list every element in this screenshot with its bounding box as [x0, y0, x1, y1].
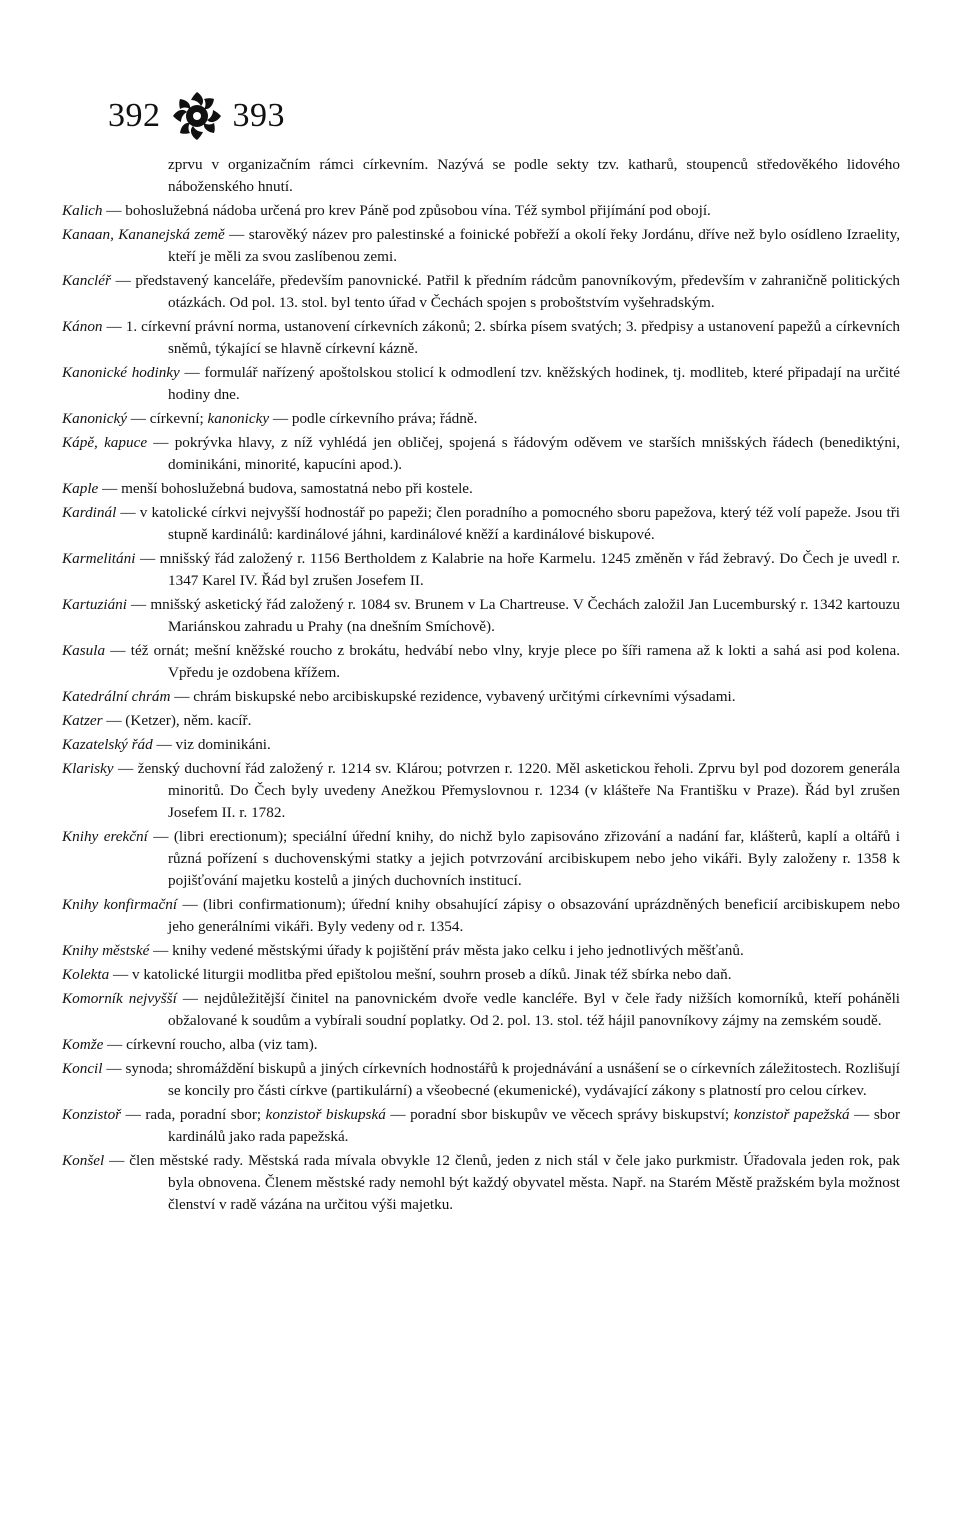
entry-definition: (libri erectionum); speciální úřední knihy, do nichž bylo zapisováno zřizování a nadání far, klášterů, kaplí a oltářů i různá pořízení s duchovenskými statky a jejich potvrzování arcibiskupem nebo jeho vikáři. Byly založeny r. 1358 k pojišťování majetku kostelů a jiných duchovních institucí. — [168, 828, 901, 889]
entry-term: Kardinál — [62, 504, 117, 521]
glossary-entry: Karmelitáni — mnišský řád založený r. 1156 Bertholdem z Kalabrie na hoře Karmelu. 1245 změněn v řád žebravý. Do Čech je uvedl r. 1347 Karel IV. Řád byl zrušen Josefem II. — [62, 550, 900, 589]
entry-term: Karmelitáni — [62, 550, 136, 567]
glossary-body — [62, 154, 900, 1218]
entry-definition: v katolické církvi nejvyšší hodnostář po papeži; člen poradního a pomocného sboru papežova, který též volí papeže. Jsou tři stupně kardinálů: kardinálové jáhni, kardinálové kněží a kardinálové biskupové. — [139, 504, 900, 543]
entry-definition: mnišský asketický řád založený r. 1084 sv. Brunem v La Chartreuse. V Čechách založil Jan Lucemburský r. 1342 kartouzu Mariánskou zahradu u Prahy (na dnešním Smíchově). — [150, 596, 900, 635]
entry-definition: (Ketzer), něm. kacíř. — [125, 712, 252, 729]
entry-definition: též ornát; mešní kněžské roucho z brokátu, hedvábí nebo vlny, kryje plece po šíři ramena až k lokti a sahá asi pod kolena. Vpředu je ozdobena křížem. — [130, 642, 901, 681]
entry-definition: mnišský řád založený r. 1156 Bertholdem z Kalabrie na hoře Karmelu. 1245 změněn v řád žebravý. Do Čech je uvedl r. 1347 Karel IV. Řád byl zrušen Josefem II. — [159, 550, 900, 589]
glossary-entry: Kardinál — v katolické církvi nejvyšší hodnostář po papeži; člen poradního a pomocného sboru papežova, který též volí papeže. Jsou tři stupně kardinálů: kardinálové jáhni, kardinálové kněží a kardinálové biskupové. — [62, 504, 900, 543]
entry-definition: poradní sbor biskupův ve věcech správy biskupství; — [410, 1106, 734, 1123]
entry-definition: viz dominikáni. — [175, 736, 271, 753]
entry-definition: ženský duchovní řád založený r. 1214 sv. Klárou; potvrzen r. 1220. Měl asketickou řeholi. Zprvu byl pod dozorem generála minoritů. Do Čech byly uvedeny Anežkou Přemyslovnou r. 1234 (v klášteře Na Františku v Praze). Řád byl zrušen Josefem II. r. 1782. — [137, 760, 900, 821]
page-header — [108, 86, 285, 146]
entry-term: Kasula — [62, 642, 106, 659]
glossary-entry: Kasula — též ornát; mešní kněžské roucho z brokátu, hedvábí nebo vlny, kryje plece po šíři ramena až k lokti a sahá asi pod kolena. Vpředu je ozdobena křížem. — [62, 642, 901, 681]
entry-definition: představený kanceláře, především panovnické. Patřil k předním rádcům panovníkovým, především v zahraničně politických otázkách. Od pol. 13. stol. byl tento úřad v Čechách spojen s proboštstvím vyšehradským. — [135, 272, 900, 311]
glossary-entry: Kanaan, Kananejská země — starověký název pro palestinské a foinické pobřeží a okolí řeky Jordánu, dříve než bylo osídleno Izraelity, kteří je měli za svou zaslíbenou zemi. — [62, 226, 901, 265]
entry-definition: v katolické liturgii modlitba před epištolou mešní, souhrn proseb a díků. Jinak též sbírka nebo daň. — [132, 966, 732, 983]
glossary-entries — [62, 200, 900, 1216]
glossary-entry: Knihy erekční — (libri erectionum); speciální úřední knihy, do nichž bylo zapisováno zřizování a nadání far, klášterů, kaplí a oltářů i různá pořízení s duchovenskými statky a jejich potvrzování arcibiskupem nebo jeho vikáři. Byly založeny r. 1358 k pojišťování majetku kostelů a jiných duchovních institucí. — [62, 828, 901, 889]
glossary-entry: Komorník nejvyšší — nejdůležitější činitel na panovnickém dvoře vedle kancléře. Byl v čele řady nižších komorníků, kteří poháněli obžalované k soudům a vybírali soudní poplatky. Od 2. pol. 13. stol. též hájil panovníkovy zájmy na zemském soudě. — [62, 990, 901, 1029]
glossary-entry: Knihy městské — knihy vedené městskými úřady k pojištění práv města jako celku i jeho jednotlivých měšťanů. — [62, 942, 744, 959]
page-number-right: 393 — [232, 97, 285, 134]
glossary-entry: Kanonické hodinky — formulář nařízený apoštolskou stolicí k odmodlení tzv. kněžských hodinek, tj. modliteb, které připadají na určité hodiny dne. — [62, 364, 901, 403]
entry-term: Klarisky — [62, 760, 114, 777]
glossary-entry: Kanonický — církevní; kanonicky — podle církevního práva; řádně. — [62, 410, 478, 427]
entry-term: Knihy erekční — [62, 828, 148, 845]
glossary-entry: Kazatelský řád — viz dominikáni. — [62, 736, 271, 753]
entry-definition: (libri confirmationum); úřední knihy obsahující zápisy o obsazování uprázdněných beneficií arcibiskupem nebo jeho generálními vikáři. Byly vedeny od r. 1354. — [168, 896, 900, 935]
glossary-entry: Kalich — bohoslužebná nádoba určená pro krev Páně pod způsobou vína. Též symbol přijímání pod obojí. — [62, 202, 711, 219]
entry-term: Knihy městské — [62, 942, 150, 959]
entry-definition: církevní; — [149, 410, 208, 427]
entry-term: Kolekta — [62, 966, 110, 983]
glossary-entry: Kolekta — v katolické liturgii modlitba před epištolou mešní, souhrn proseb a díků. Jinak též sbírka nebo daň. — [62, 966, 732, 983]
entry-definition: formulář nařízený apoštolskou stolicí k odmodlení tzv. kněžských hodinek, tj. modliteb, které připadají na určité hodiny dne. — [168, 364, 901, 403]
entry-term: Komorník nejvyšší — [62, 990, 177, 1007]
entry-definition: nejdůležitější činitel na panovnickém dvoře vedle kancléře. Byl v čele řady nižších komorníků, kteří poháněli obžalované k soudům a vybírali soudní poplatky. Od 2. pol. 13. stol. též hájil panovníkovy zájmy na zemském soudě. — [168, 990, 901, 1029]
entry-term: Kancléř — [62, 272, 111, 289]
entry-term: Konzistoř — [62, 1106, 122, 1123]
entry-definition: pokrývka hlavy, z níž vyhlédá jen obličej, spojená s řádovým oděvem ve starších mnišských řádech (benediktýni, dominikáni, minorité, kapucíni apod.). — [168, 434, 900, 473]
entry-term: Konšel — [62, 1152, 105, 1169]
entry-definition: církevní roucho, alba (viz tam). — [126, 1036, 318, 1053]
entry-definition: podle církevního práva; řádně. — [291, 410, 478, 427]
entry-term: Kaple — [62, 480, 99, 497]
glossary-entry: Konšel — člen městské rady. Městská rada mívala obvykle 12 členů, jeden z nich stál v čele jako purkmistr. Úřadovala jeden rok, pak byla obnovena. Členem městské rady nemohl být každý obyvatel města. Např. na Starém Městě pražském byla možnost členství v radě vázána na určitou výši majetku. — [62, 1152, 900, 1213]
entry-term: Kartuziáni — [62, 596, 127, 613]
entry-term: Katedrální chrám — [62, 688, 171, 705]
entry-definition: 1. církevní právní norma, ustanovení církevních zákonů; 2. sbírka písem svatých; 3. předpisy a ustanovení papežů a církevních sněmů, týkající se hlavně církevní kázně. — [125, 318, 900, 357]
entry-definition: starověký název pro palestinské a foinické pobřeží a okolí řeky Jordánu, dříve než bylo osídleno Izraelity, kteří je měli za svou zaslíbenou zemi. — [168, 226, 901, 265]
entry-definition: synoda; shromáždění biskupů a jiných církevních hodnostářů k projednávání a usnášení se o církevních záležitostech. Rozlišují se koncily pro části církve (partikulární) a všeobecné (ekumenické), vydávající zákony s platností pro celou církev. — [125, 1060, 901, 1099]
glossary-entry: Kánon — 1. církevní právní norma, ustanovení církevních zákonů; 2. sbírka písem svatých; 3. předpisy a ustanovení papežů a církevních sněmů, týkající se hlavně církevní kázně. — [62, 318, 900, 357]
glossary-entry: Klarisky — ženský duchovní řád založený r. 1214 sv. Klárou; potvrzen r. 1220. Měl asketickou řeholi. Zprvu byl pod dozorem generála minoritů. Do Čech byly uvedeny Anežkou Přemyslovnou r. 1234 (v klášteře Na Františku v Praze). Řád byl zrušen Josefem II. r. 1782. — [62, 760, 900, 821]
entry-term: Katzer — [62, 712, 103, 729]
entry-definition: člen městské rady. Městská rada mívala obvykle 12 členů, jeden z nich stál v čele jako purkmistr. Úřadovala jeden rok, pak byla obnovena. Členem městské rady nemohl být každý obyvatel města. Např. na Starém Městě pražském byla možnost členství v radě vázána na určitou výši majetku. — [129, 1152, 900, 1213]
entry-definition: menší bohoslužebná budova, samostatná nebo při kostele. — [121, 480, 473, 497]
glossary-entry: Kaple — menší bohoslužebná budova, samostatná nebo při kostele. — [62, 480, 473, 497]
swirl-ornament-icon — [169, 88, 225, 144]
glossary-entry: Kartuziáni — mnišský asketický řád založený r. 1084 sv. Brunem v La Chartreuse. V Čechách založil Jan Lucemburský r. 1342 kartouzu Mariánskou zahradu u Prahy (na dnešním Smíchově). — [62, 596, 900, 635]
entry-subterm: konzistoř papežská — [733, 1106, 850, 1123]
entry-term: Kazatelský řád — [62, 736, 153, 753]
entry-term: Kalich — [62, 202, 103, 219]
glossary-entry: Koncil — synoda; shromáždění biskupů a jiných církevních hodnostářů k projednávání a usnášení se o církevních záležitostech. Rozlišují se koncily pro části církve (partikulární) a všeobecné (ekumenické), vydávající zákony s platností pro celou církev. — [62, 1060, 901, 1099]
entry-term: Kanonické hodinky — [62, 364, 180, 381]
entry-definition: sbor kardinálů jako rada papežská. — [168, 1106, 901, 1145]
entry-term: Kanonický — [62, 410, 127, 427]
entry-subterm: kanonicky — [207, 410, 270, 427]
glossary-entry: Komže — církevní roucho, alba (viz tam). — [62, 1036, 318, 1053]
entry-term: Kanaan, Kananejská země — [62, 226, 225, 243]
glossary-entry: Kancléř — představený kanceláře, především panovnické. Patřil k předním rádcům panovníkovým, především v zahraničně politických otázkách. Od pol. 13. stol. byl tento úřad v Čechách spojen s proboštstvím vyšehradským. — [62, 272, 900, 311]
glossary-entry: Konzistoř — rada, poradní sbor; konzistoř biskupská — poradní sbor biskupův ve věcech správy biskupství; konzistoř papežská — sbor kardinálů jako rada papežská. — [62, 1106, 901, 1145]
glossary-entry: Katzer — (Ketzer), něm. kacíř. — [62, 712, 252, 729]
continuation-text: zprvu v organizačním rámci církevním. Nazývá se podle sekty tzv. katharů, stoupenců středověkého lidového náboženského hnutí. — [168, 156, 900, 195]
entry-term: Kápě, kapuce — [62, 434, 148, 451]
entry-subterm: konzistoř biskupská — [265, 1106, 386, 1123]
entry-definition: rada, poradní sbor; — [145, 1106, 266, 1123]
page-number-left: 392 — [108, 97, 161, 134]
glossary-entry: Knihy konfirmační — (libri confirmationum); úřední knihy obsahující zápisy o obsazování uprázdněných beneficií arcibiskupem nebo jeho generálními vikáři. Byly vedeny od r. 1354. — [62, 896, 900, 935]
entry-definition: chrám biskupské nebo arcibiskupské rezidence, vybavený určitými církevními výsadami. — [193, 688, 736, 705]
glossary-entry: Katedrální chrám — chrám biskupské nebo arcibiskupské rezidence, vybavený určitými církevními výsadami. — [62, 688, 736, 705]
entry-definition: bohoslužebná nádoba určená pro krev Páně pod způsobou vína. Též symbol přijímání pod obojí. — [125, 202, 711, 219]
entry-term: Koncil — [62, 1060, 103, 1077]
entry-term: Kánon — [62, 318, 103, 335]
entry-definition: knihy vedené městskými úřady k pojištění práv města jako celku i jeho jednotlivých měšťanů. — [172, 942, 744, 959]
glossary-entry: Kápě, kapuce — pokrývka hlavy, z níž vyhlédá jen obličej, spojená s řádovým oděvem ve starších mnišských řádech (benediktýni, dominikáni, minorité, kapucíni apod.). — [62, 434, 900, 473]
entry-term: Knihy konfirmační — [62, 896, 178, 913]
entry-term: Komže — [62, 1036, 104, 1053]
